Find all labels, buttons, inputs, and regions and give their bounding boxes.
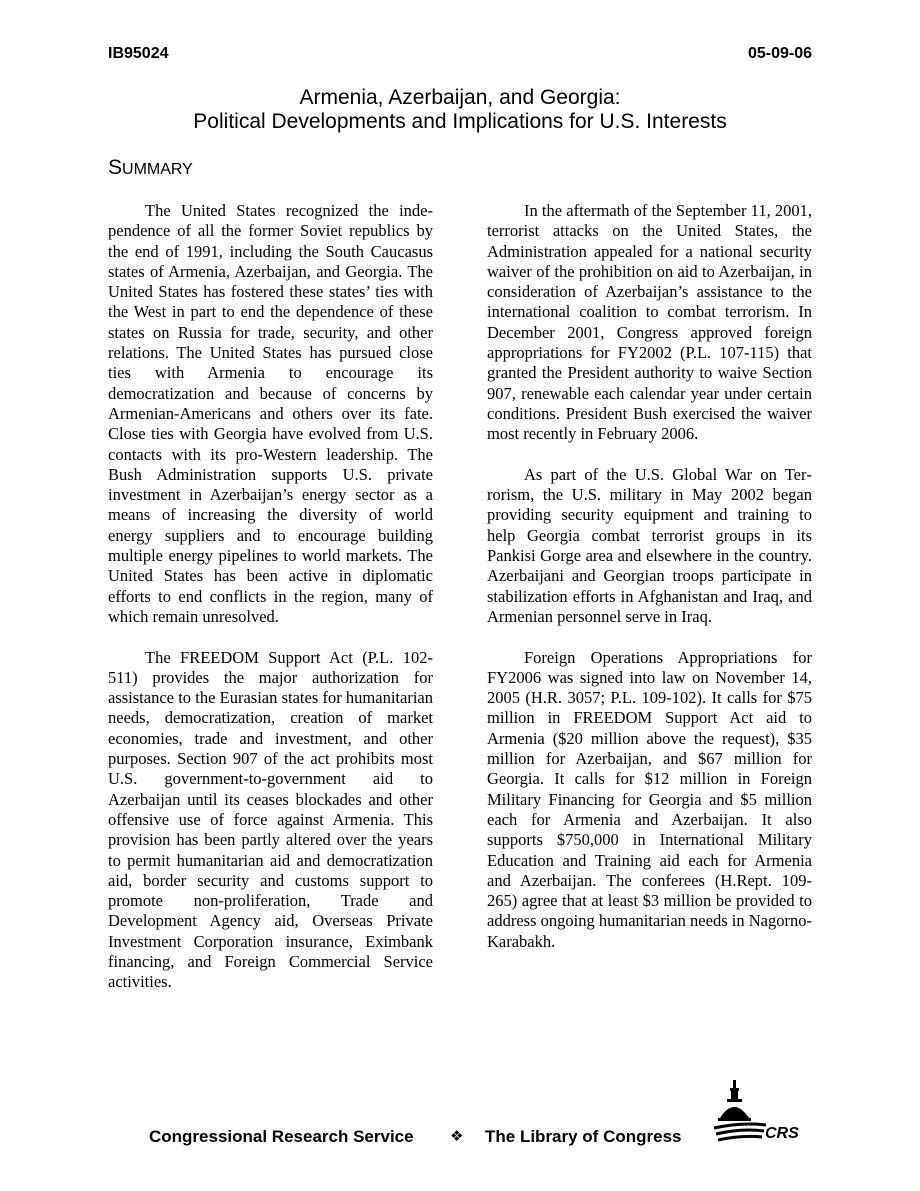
left-column [108, 201, 433, 1013]
paragraph: In the aftermath of the September 11, 2001, terrorist attacks on the United States, the Administration appealed for a national security waiver of the prohibition on aid to Azerbaijan, in consideration of Azerbaijan’s assistance to the international coalition to combat terrorism. In December 2001, Congress approved foreign appropriations for FY2002 (P.L. 107-115) that granted the President authority to waive Section 907, renewable each calendar year under certain conditions. President Bush exercised the waiver most recently in February 2006. [487, 201, 812, 444]
paragraph: As part of the U.S. Global War on Terrorism, the U.S. military in May 2002 began providing security equipment and training to help Georgia combat terrorist groups in its Pankisi Gorge area and elsewhere in the country. Azerbaijani and Georgian troops participate in stabilization efforts in Afghanistan and Iraq, and Armenian personnel serve in Iraq. [487, 464, 812, 626]
footer-library-name: The Library of Congress [485, 1127, 682, 1146]
section-heading-rest: UMMARY [122, 161, 193, 178]
page-title-line2: Political Developments and Implications for U.S. Interests [193, 110, 727, 133]
crs-logo-text: CRS [765, 1125, 799, 1142]
section-heading [108, 156, 193, 182]
footer-separator-icon: ❖ [450, 1128, 464, 1145]
report-id: IB95024 [108, 45, 169, 62]
report-date: 05-09-06 [747, 45, 812, 62]
page-title-line1: Armenia, Azerbaijan, and Georgia: [299, 86, 621, 109]
footer-crs-name: Congressional Research Service [149, 1127, 414, 1146]
paragraph: The United States recognized the independence of all the former Soviet republics by the end of 1991, including the South Caucasus states of Armenia, Azerbaijan, and Georgia. The United States has fostered these states’ ties with the West in part to end the dependence of these states on Russia for trade, security, and other relations. The United States has pursued close ties with Armenia to encourage its democratization and because of concerns by Armenian-Americans and others over its fate. Close ties with Georgia have evolved from U.S. contacts with its pro-Western leadership. The Bush Administration supports U.S. private investment in Azerbaijan’s energy sector as a means of increasing the diversity of world energy suppliers and to encourage building multiple energy pipelines to world markets. The United States has been active in diplomatic efforts to end conflicts in the region, many of which remain unresolved. [108, 201, 433, 626]
section-heading-initial: S [108, 156, 123, 179]
right-column [487, 201, 812, 972]
paragraph: The FREEDOM Support Act (P.L. 102-511) provides the major authorization for assistance to the Eurasian states for humanitarian needs, democratization, creation of market economies, trade and investment, and other purposes. Section 907 of the act prohibits most U.S. government-to-government aid to Azerbaijan until its ceases blockades and other offensive use of force against Armenia. This provision has been partly altered over the years to permit humanitarian aid and democratization aid, border security and customs support to promote non-proliferation, Trade and Development Agency aid, Overseas Private Investment Corporation insurance, Eximbank financing, and Foreign Commercial Service activities. [108, 647, 433, 992]
paragraph: Foreign Operations Appropriations for FY2006 was signed into law on November 14, 2005 (H.R. 3057; P.L. 109-102). It calls for $75 million in FREEDOM Support Act aid to Armenia ($20 million above the request), $35 million for Azerbaijan, and $67 million for Georgia. It calls for $12 million in Foreign Military Financing for Georgia and $5 million each for Armenia and Azerbaijan. It also supports $750,000 in International Military Education and Training aid each for Armenia and Azerbaijan. The conferees (H.Rept. 109-265) agree that at least $3 million be provided to address ongoing humanitarian needs in Nagorno-Karabakh. [487, 647, 812, 951]
